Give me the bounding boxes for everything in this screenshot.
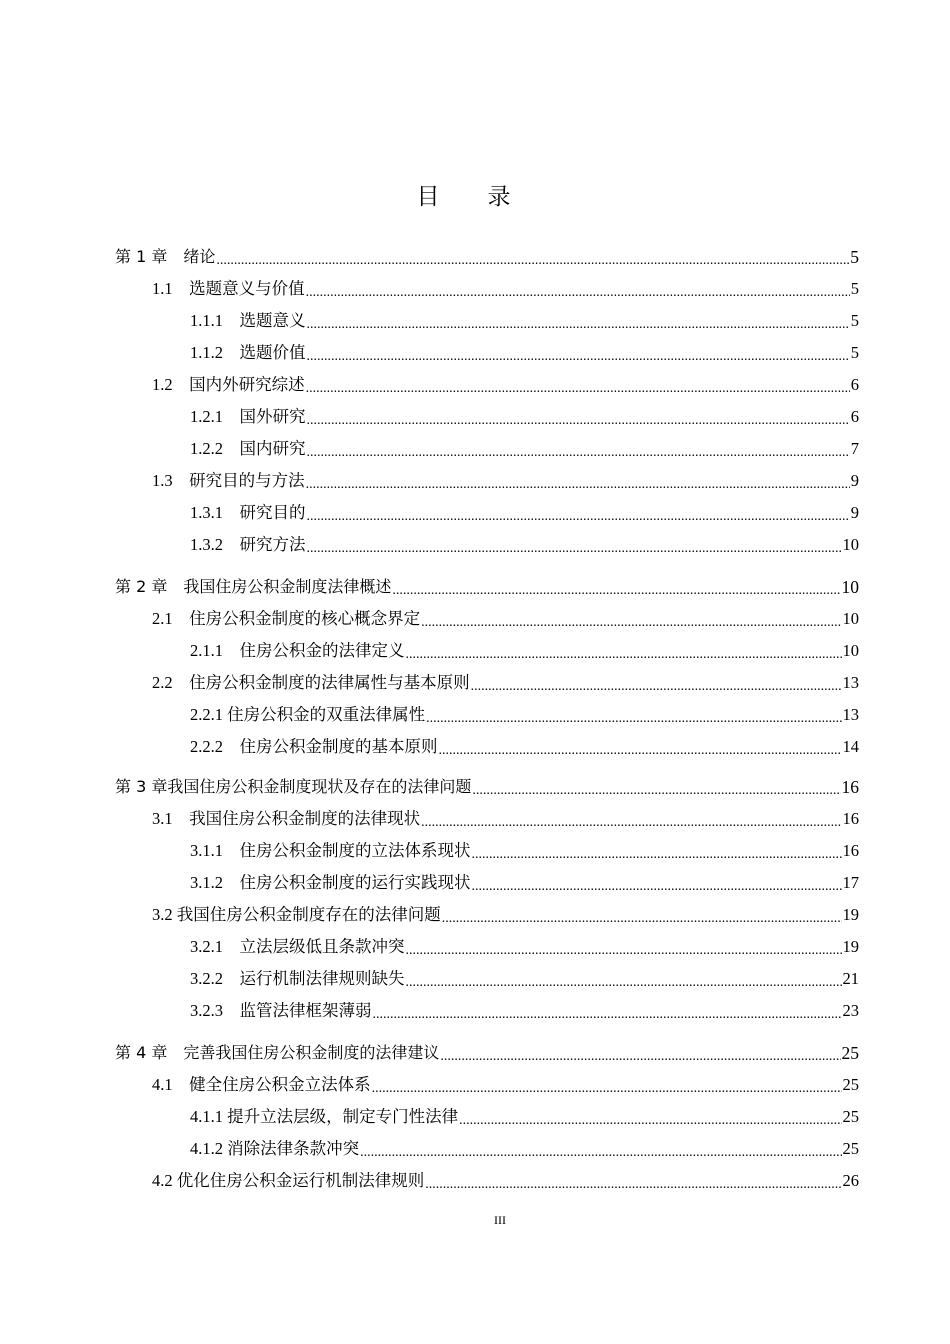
toc-entry-title: 4.1 健全住房公积金立法体系 bbox=[152, 1075, 371, 1094]
toc-section-entry[interactable] bbox=[152, 902, 859, 928]
footer-page-number: III bbox=[494, 1213, 506, 1227]
toc-page-number: 9 bbox=[850, 471, 859, 490]
toc-dot-leader bbox=[442, 902, 842, 928]
toc-subsection-entry[interactable] bbox=[190, 532, 859, 558]
toc-page-number: 6 bbox=[850, 375, 859, 394]
toc-entry-title: 4.1.1 提升立法层级，制定专门性法律 bbox=[190, 1107, 459, 1126]
toc-dot-leader bbox=[406, 966, 842, 992]
toc-dot-leader bbox=[439, 734, 842, 760]
toc-subsection-entry[interactable] bbox=[190, 870, 859, 896]
toc-subsection-entry[interactable] bbox=[190, 934, 859, 960]
toc-subsection-entry[interactable] bbox=[190, 734, 859, 760]
toc-page-number: 19 bbox=[842, 905, 859, 924]
toc-entry-title: 1.1 选题意义与价值 bbox=[152, 279, 305, 298]
toc-subsection-entry[interactable] bbox=[190, 702, 859, 728]
toc-entry-title: 3.2.1 立法层级低且条款冲突 bbox=[190, 937, 405, 956]
toc-entry-title: 2.2 住房公积金制度的法律属性与基本原则 bbox=[152, 673, 470, 692]
toc-entry-title: 3.2.3 监管法律框架薄弱 bbox=[190, 1001, 372, 1020]
toc-section-entry[interactable] bbox=[152, 606, 859, 632]
toc-entry-title: 1.3.2 研究方法 bbox=[190, 535, 306, 554]
toc-subsection-entry[interactable] bbox=[190, 998, 859, 1024]
toc-dot-leader bbox=[306, 372, 850, 398]
toc-chapter-entry[interactable] bbox=[115, 244, 859, 270]
toc-page-number: 5 bbox=[850, 247, 859, 267]
toc-dot-leader bbox=[406, 934, 842, 960]
toc-dot-leader bbox=[472, 870, 842, 896]
toc-subsection-entry[interactable] bbox=[190, 340, 859, 366]
toc-subsection-entry[interactable] bbox=[190, 1104, 859, 1130]
toc-dot-leader bbox=[307, 436, 850, 462]
toc-dot-leader bbox=[459, 1104, 841, 1130]
toc-page-number: 10 bbox=[842, 535, 859, 554]
toc-section-entry[interactable] bbox=[152, 806, 859, 832]
toc-page-number: 6 bbox=[850, 407, 859, 426]
toc-heading: 目录 bbox=[416, 184, 559, 210]
toc-page-number: 23 bbox=[842, 1001, 859, 1020]
toc-entry-title: 2.2.1 住房公积金的双重法律属性 bbox=[190, 705, 426, 724]
toc-page-number: 13 bbox=[842, 705, 859, 724]
toc-page-number: 26 bbox=[842, 1171, 859, 1190]
toc-dot-leader bbox=[216, 244, 849, 270]
toc-entry-title: 3.2.2 运行机制法律规则缺失 bbox=[190, 969, 405, 988]
toc-dot-leader bbox=[425, 1168, 841, 1194]
toc-dot-leader bbox=[472, 774, 840, 800]
toc-section-entry[interactable] bbox=[152, 1072, 859, 1098]
toc-dot-leader bbox=[307, 532, 842, 558]
toc-page-number: 19 bbox=[842, 937, 859, 956]
toc-subsection-entry[interactable] bbox=[190, 838, 859, 864]
toc-section-entry[interactable] bbox=[152, 468, 859, 494]
toc-page-number: 10 bbox=[842, 641, 859, 660]
toc-page-number: 14 bbox=[842, 737, 859, 756]
toc-entry-title: 1.3.1 研究目的 bbox=[190, 503, 306, 522]
toc-entry-title: 2.1 住房公积金制度的核心概念界定 bbox=[152, 609, 421, 628]
toc-page-number: 25 bbox=[841, 1043, 859, 1063]
toc-dot-leader bbox=[360, 1136, 841, 1162]
toc-page-number: 5 bbox=[850, 279, 859, 298]
toc-subsection-entry[interactable] bbox=[190, 500, 859, 526]
toc-subsection-entry[interactable] bbox=[190, 638, 859, 664]
toc-entry-title: 1.2 国内外研究综述 bbox=[152, 375, 305, 394]
toc-dot-leader bbox=[426, 702, 841, 728]
toc-page-number: 13 bbox=[842, 673, 859, 692]
toc-dot-leader bbox=[421, 606, 841, 632]
toc-section-entry[interactable] bbox=[152, 372, 859, 398]
toc-page-number: 21 bbox=[842, 969, 859, 988]
toc-entry-title: 3.1 我国住房公积金制度的法律现状 bbox=[152, 809, 421, 828]
toc-page-number: 5 bbox=[850, 343, 859, 362]
toc-chapter-entry[interactable] bbox=[115, 574, 859, 600]
toc-dot-leader bbox=[306, 276, 850, 302]
toc-entry-title: 3.1.1 住房公积金制度的立法体系现状 bbox=[190, 841, 471, 860]
toc-dot-leader bbox=[372, 1072, 842, 1098]
toc-subsection-entry[interactable] bbox=[190, 308, 859, 334]
toc-dot-leader bbox=[471, 670, 842, 696]
toc-page-number: 16 bbox=[842, 809, 859, 828]
toc-page-number: 17 bbox=[842, 873, 859, 892]
toc-page-number: 7 bbox=[850, 439, 859, 458]
toc-entry-title: 第 1 章 绪论 bbox=[115, 247, 216, 266]
toc-dot-leader bbox=[472, 838, 842, 864]
toc-entry-title: 2.2.2 住房公积金制度的基本原则 bbox=[190, 737, 438, 756]
toc-section-entry[interactable] bbox=[152, 670, 859, 696]
toc-dot-leader bbox=[307, 500, 850, 526]
toc-page-number: 25 bbox=[842, 1075, 859, 1094]
toc-entry-title: 1.2.2 国内研究 bbox=[190, 439, 306, 458]
toc-page-number: 25 bbox=[842, 1139, 859, 1158]
toc-chapter-entry[interactable] bbox=[115, 1040, 859, 1066]
toc-entry-title: 第 2 章 我国住房公积金制度法律概述 bbox=[115, 577, 392, 596]
toc-entry-title: 1.2.1 国外研究 bbox=[190, 407, 306, 426]
toc-chapter-entry[interactable] bbox=[115, 774, 859, 800]
toc-subsection-entry[interactable] bbox=[190, 1136, 859, 1162]
toc-entry-title: 3.1.2 住房公积金制度的运行实践现状 bbox=[190, 873, 471, 892]
toc-entry-title: 1.1.2 选题价值 bbox=[190, 343, 306, 362]
toc-subsection-entry[interactable] bbox=[190, 404, 859, 430]
toc-page-number: 5 bbox=[850, 311, 859, 330]
toc-page-number: 10 bbox=[841, 577, 859, 597]
toc-page-number: 16 bbox=[841, 777, 859, 797]
toc-entry-title: 1.1.1 选题意义 bbox=[190, 311, 306, 330]
toc-entry-title: 第 4 章 完善我国住房公积金制度的法律建议 bbox=[115, 1043, 440, 1062]
toc-dot-leader bbox=[307, 308, 850, 334]
toc-entry-title: 3.2 我国住房公积金制度存在的法律问题 bbox=[152, 905, 441, 924]
toc-section-entry[interactable] bbox=[152, 1168, 859, 1194]
toc-subsection-entry[interactable] bbox=[190, 966, 859, 992]
toc-dot-leader bbox=[373, 998, 842, 1024]
toc-dot-leader bbox=[307, 404, 850, 430]
toc-page-number: 25 bbox=[842, 1107, 859, 1126]
toc-entry-title: 4.2 优化住房公积金运行机制法律规则 bbox=[152, 1171, 425, 1190]
toc-dot-leader bbox=[306, 468, 850, 494]
toc-dot-leader bbox=[406, 638, 842, 664]
toc-entry-title: 1.3 研究目的与方法 bbox=[152, 471, 305, 490]
toc-page-number: 16 bbox=[842, 841, 859, 860]
toc-entry-title: 4.1.2 消除法律条款冲突 bbox=[190, 1139, 360, 1158]
toc-entry-title: 第 3 章我国住房公积金制度现状及存在的法律问题 bbox=[115, 777, 472, 796]
toc-section-entry[interactable] bbox=[152, 276, 859, 302]
toc-dot-leader bbox=[392, 574, 840, 600]
toc-subsection-entry[interactable] bbox=[190, 436, 859, 462]
toc-page-number: 9 bbox=[850, 503, 859, 522]
toc-dot-leader bbox=[421, 806, 841, 832]
toc-page-number: 10 bbox=[842, 609, 859, 628]
toc-dot-leader bbox=[307, 340, 850, 366]
toc-entry-title: 2.1.1 住房公积金的法律定义 bbox=[190, 641, 405, 660]
toc-dot-leader bbox=[440, 1040, 840, 1066]
